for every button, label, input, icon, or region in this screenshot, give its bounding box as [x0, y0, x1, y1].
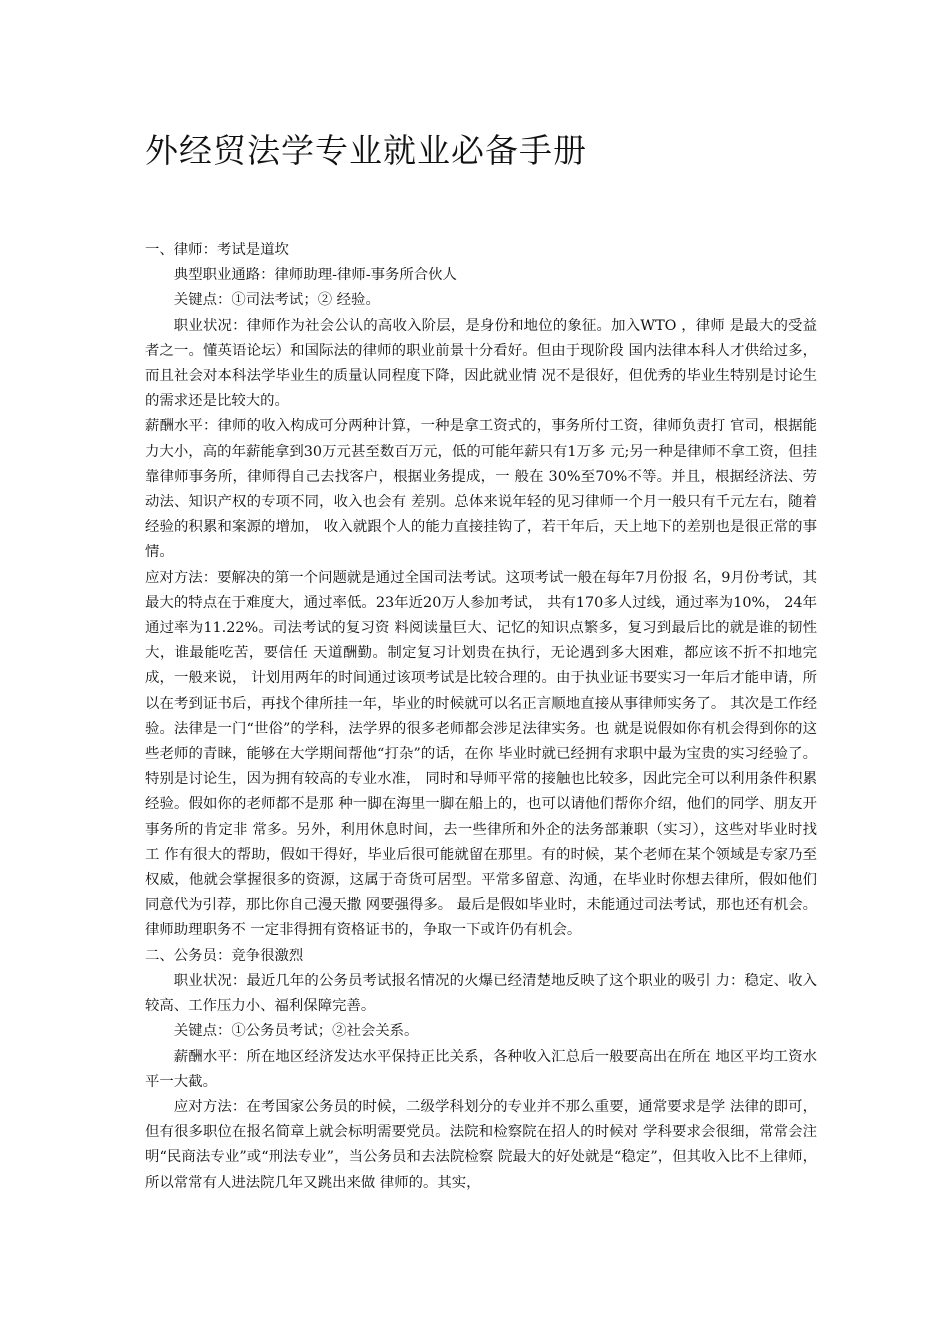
key-points-paragraph: 关键点：①司法考试；② 经验。 [173, 292, 380, 309]
document-title: 外经贸法学专业就业必备手册 [145, 131, 587, 170]
section-heading-civil-servant: 二、公务员：竞争很激烈 [145, 947, 304, 964]
section-heading-lawyer: 一、律师：考试是道坎 [145, 242, 289, 258]
career-status-paragraph: 职业状况：律师作为社会公认的高收入阶层，是身份和地位的象征。加入WTO ，律师 是最大的受益者之一。懂英语论坛）和国际法的律师的职业前景十分看好。但由于现阶段 国内法律本科人才供给过多，而且社会对本科法学毕业生的质量认同程度下降，因此就业情 况不是很好，但优秀的毕业生特别是讨论生的需求还是比较大的。 [145, 317, 817, 410]
civil-servant-salary-paragraph: 薪酬水平：所在地区经济发达水平保持正比关系，各种收入汇总后一般要高出在所在 地区平均工资水平一大截。 [145, 1048, 817, 1090]
career-path-paragraph: 典型职业通路：律师助理-律师-事务所合伙人 [173, 267, 457, 284]
salary-paragraph: 薪酬水平：律师的收入构成可分两种计算，一种是拿工资式的，事务所付工资，律师负责打 官司，根据能力大小，高的年薪能拿到30万元甚至数百万元，低的可能年薪只有1万多 元;另一种是律师不拿工资，但挂靠律师事务所，律师得自己去找客户，根据业务提成，一 般在 30%至70%不等。并且，根据经济法、劳动法、知识产权的专项不同，收入也会有 差别。总体来说年轻的见习律师一个月一般只有千元左右，随着经验的积累和案源的增加， 收入就跟个人的能力直接挂钩了，若干年后，天上地下的差别也是很正常的事情。 [145, 418, 817, 561]
civil-servant-key-points-paragraph: 关键点：①公务员考试；②社会关系。 [173, 1023, 419, 1040]
document-body [145, 238, 817, 1196]
civil-servant-status-paragraph: 职业状况：最近几年的公务员考试报名情况的火爆已经清楚地反映了这个职业的吸引 力：稳定、收入较高、工作压力小、福利保障完善。 [145, 972, 817, 1015]
strategy-paragraph: 应对方法：要解决的第一个问题就是通过全国司法考试。这项考试一般在每年7月份报 名，9月份考试，其最大的特点在于难度大，通过率低。23年近20万人参加考试， 共有170多人过线，通过率为10%， 24年通过率为11.22%。司法考试的复习资 料阅读量巨大、记忆的知识点繁多，复习到最后比的就是谁的韧性大，谁最能吃苦，要信任 天道酬勤。制定复习计划贵在执行，无论遇到多大困难，都应该不折不扣地完成，一般来说， 计划用两年的时间通过该项考试是比较合理的。由于执业证书要实习一年后才能申请，所 以在考到证书后，再找个律所挂一年，毕业的时候就可以名正言顺地直接从事律师实务了。 其次是工作经验。法律是一门“世俗”的学科，法学界的很多老师都会涉足法律实务。也 就是说假如你有机会得到你的这些老师的青睐，能够在大学期间帮他“打杂”的话，在你 毕业时就已经拥有求职中最为宝贵的实习经验了。特别是讨论生，因为拥有较高的专业水准， 同时和导师平常的接触也比较多，因此完全可以利用条件积累经验。假如你的老师都不是那 种一脚在海里一脚在船上的，也可以请他们帮你介绍，他们的同学、朋友开事务所的肯定非 常多。另外，利用休息时间，去一些律所和外企的法务部兼职（实习），这些对毕业时找工 作有很大的帮助，假如干得好，毕业后很可能就留在那里。有的时候，某个老师在某个领域是专家乃至权威，他就会掌握很多的资源，这属于奇货可居型。平常多留意、沟通，在毕业时你想去律所，假如他们同意代为引荐，那比你自己漫天撒 网要强得多。 最后是假如毕业时，未能通过司法考试，那也还有机会。律师助理职务不 一定非得拥有资格证书的，争取一下或许仍有机会。 [145, 569, 817, 939]
civil-servant-strategy-paragraph: 应对方法：在考国家公务员的时候，二级学科划分的专业并不那么重要，通常要求是学 法律的即可，但有很多职位在报名简章上就会标明需要党员。法院和检察院在招人的时候对 学科要求会很细，常常会注明“民商法专业”或“刑法专业”，当公务员和去法院检察 院最大的好处就是“稳定”，但其收入比不上律师，所以常常有人进法院几年又跳出来做 律师的。其实， [145, 1098, 817, 1191]
